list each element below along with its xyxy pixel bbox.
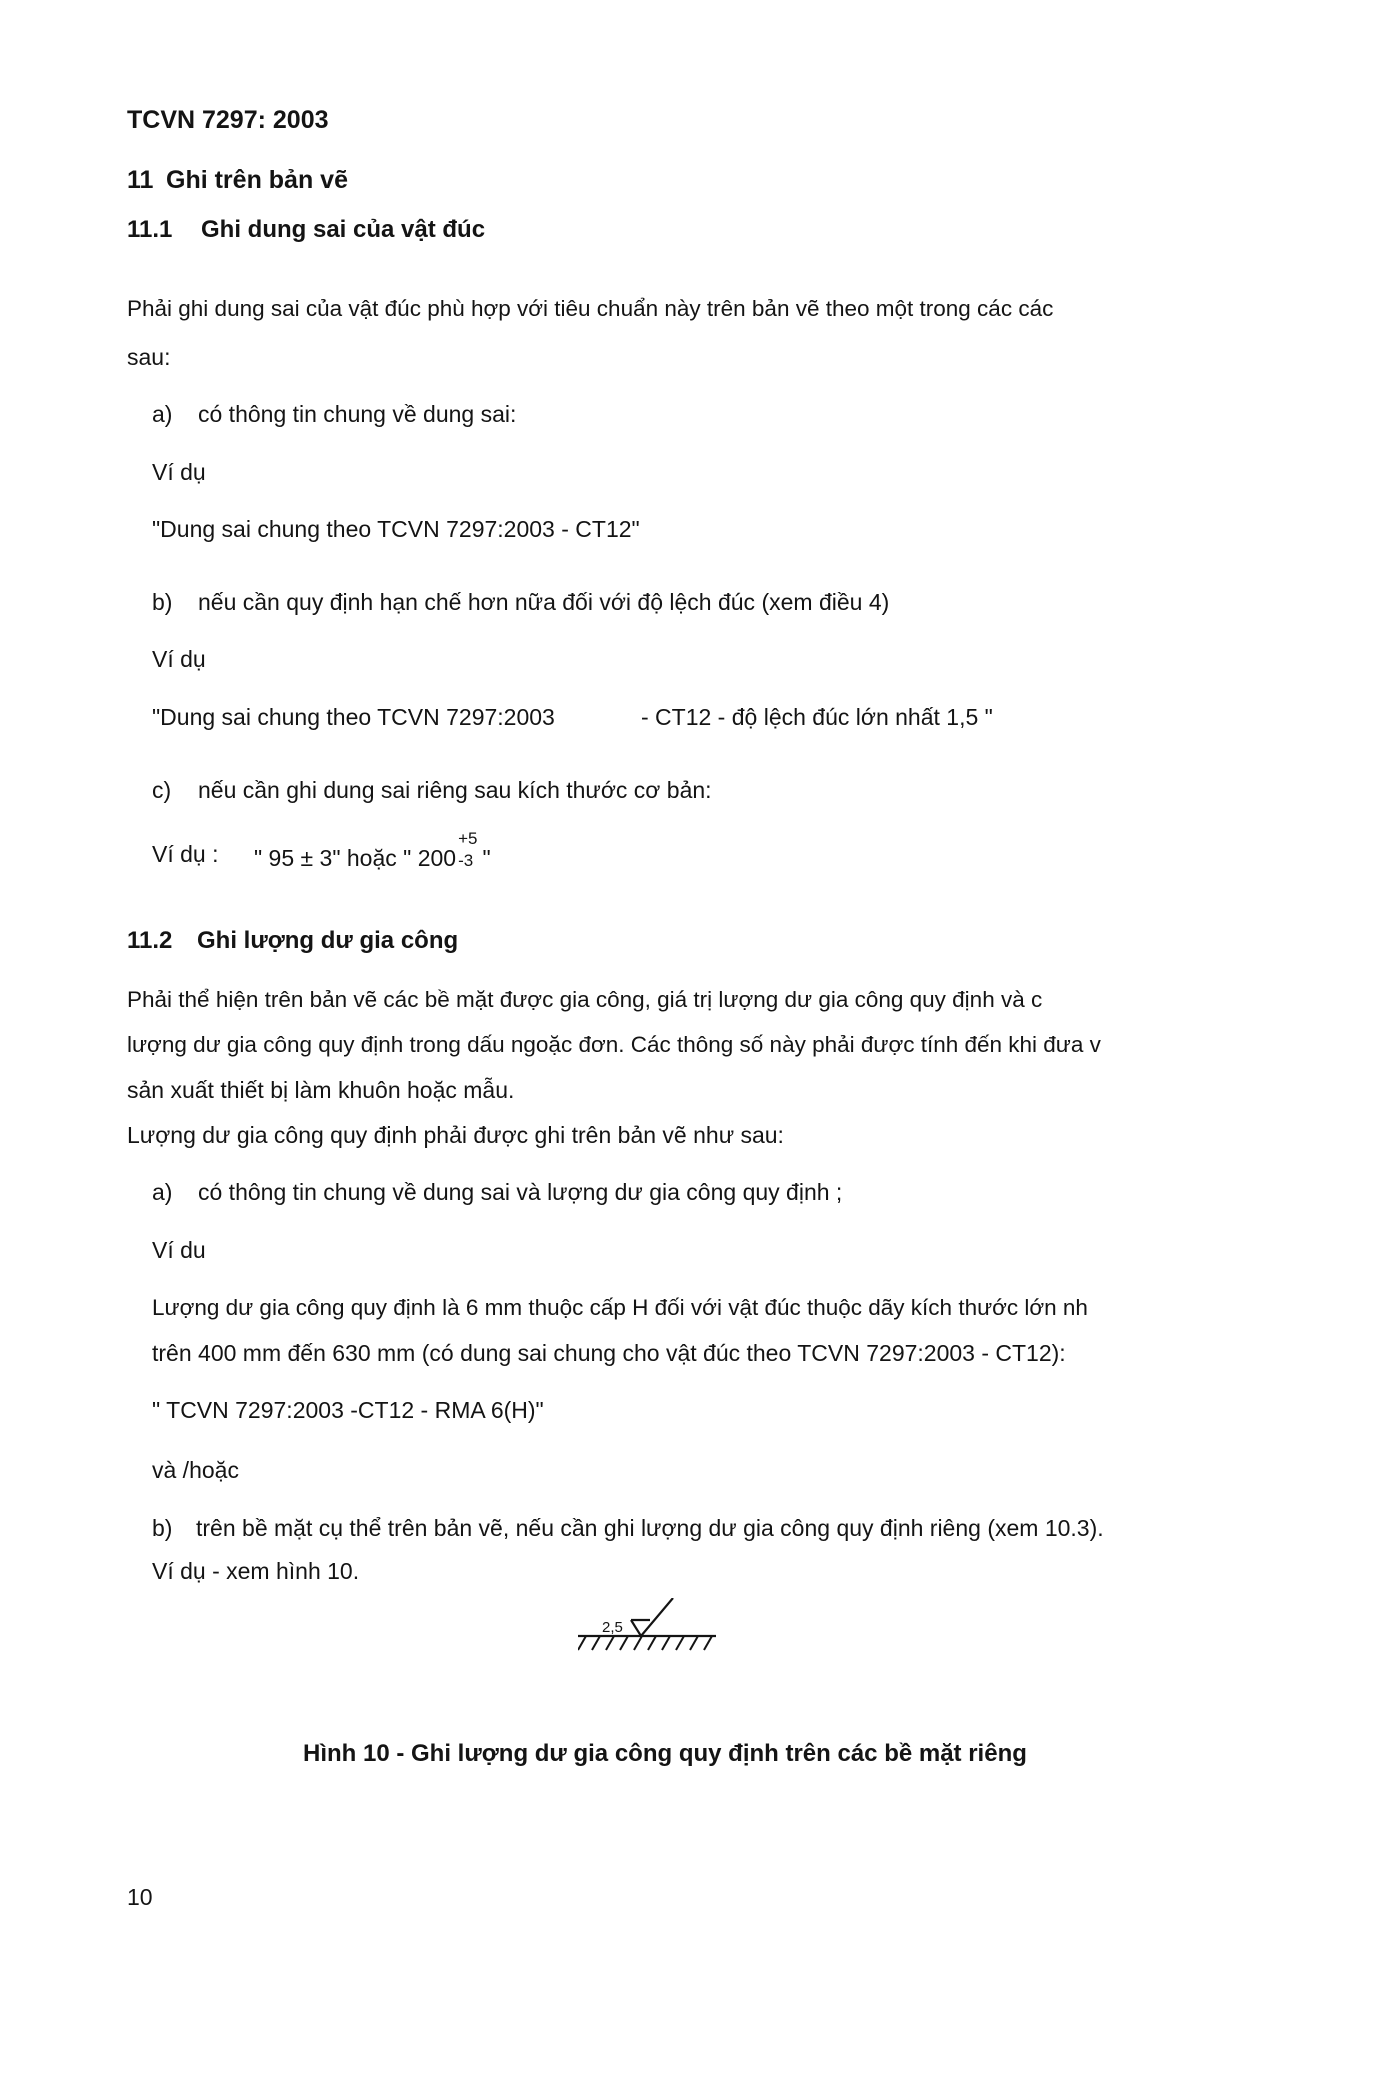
tolerance-lower: -3: [458, 851, 474, 870]
allowance-item-b-example: Ví dụ - xem hình 10.: [152, 1558, 360, 1584]
item-c-example-text: " 95 ± 3" hoặc " 200: [254, 845, 457, 871]
item-c-example-label: Ví dụ :: [152, 841, 219, 867]
item-c-example-close: ": [482, 845, 491, 871]
figure-10-caption: Hình 10 - Ghi lượng dư gia công quy định trên các bề mặt riêng: [303, 1740, 1027, 1767]
section-11-1-number: 11.1: [127, 216, 173, 243]
section-11-title: Ghi trên bản vẽ: [166, 166, 348, 194]
allowance-example-line-2: trên 400 mm đến 630 mm (có dung sai chung cho vật đúc theo TCVN 7297:2003 - CT12):: [152, 1340, 1066, 1366]
para2: Lượng dư gia công quy định phải được ghi trên bản vẽ như sau:: [127, 1122, 784, 1148]
intro-line-2: sau:: [127, 344, 171, 370]
item-c-example: [254, 829, 491, 871]
standard-header: TCVN 7297: 2003: [127, 106, 329, 134]
allowance-item-b-text: trên bề mặt cụ thể trên bản vẽ, nếu cần ghi lượng dư gia công quy định riêng (xem 10.3).: [196, 1515, 1104, 1541]
section-11-2-title: Ghi lượng dư gia công: [197, 927, 459, 954]
and-or-text: và /hoặc: [152, 1457, 239, 1483]
roughness-symbol: [631, 1598, 673, 1636]
page-number: 10: [127, 1884, 153, 1910]
item-b-example-part-1: "Dung sai chung theo TCVN 7297:2003: [152, 704, 555, 730]
para1-line-1: Phải thể hiện trên bản vẽ các bề mặt được gia công, giá trị lượng dư gia công quy định và c: [127, 987, 1043, 1012]
allowance-item-a-text: có thông tin chung về dung sai và lượng dư gia công quy định ;: [198, 1179, 843, 1205]
item-a-example-label: Ví dụ: [152, 459, 206, 485]
item-b-example-label: Ví dụ: [152, 646, 206, 672]
allowance-example-line-1: Lượng dư gia công quy định là 6 mm thuộc cấp H đối với vật đúc thuộc dãy kích thước lớn nh: [152, 1295, 1088, 1320]
item-b-label: b): [152, 589, 173, 615]
item-a-label: a): [152, 401, 173, 427]
allowance-item-a-label: a): [152, 1179, 173, 1205]
tolerance-stack: [456, 829, 478, 870]
item-b-example-part-2: - CT12 - độ lệch đúc lớn nhất 1,5 ": [641, 704, 993, 730]
item-a-text: có thông tin chung về dung sai:: [198, 401, 517, 427]
section-11-2-number: 11.2: [127, 927, 173, 954]
section-11-1-title: Ghi dung sai của vật đúc: [201, 216, 486, 243]
item-b-text: nếu cần quy định hạn chế hơn nữa đối với độ lệch đúc (xem điều 4): [198, 589, 890, 615]
allowance-example-label: Ví du: [152, 1237, 206, 1263]
allowance-example-line-3: " TCVN 7297:2003 -CT12 - RMA 6(H)": [152, 1397, 544, 1423]
item-c-text: nếu cần ghi dung sai riêng sau kích thước cơ bản:: [198, 777, 712, 803]
intro-line-1: Phải ghi dung sai của vật đúc phù hợp với tiêu chuẩn này trên bản vẽ theo một trong các các: [127, 296, 1054, 321]
section-11-number: 11: [127, 166, 154, 194]
item-c-label: c): [152, 777, 172, 803]
allowance-item-b-label: b): [152, 1515, 173, 1541]
para1-line-2: lượng dư gia công quy định trong dấu ngoặc đơn. Các thông số này phải được tính đến khi đưa v: [127, 1032, 1101, 1057]
surface-hatching: [578, 1636, 712, 1650]
item-a-example: "Dung sai chung theo TCVN 7297:2003 - CT12": [152, 516, 640, 542]
para1-line-3: sản xuất thiết bị làm khuôn hoặc mẫu.: [127, 1077, 515, 1103]
symbol-value: 2,5: [602, 1619, 623, 1636]
tolerance-upper: +5: [458, 829, 478, 848]
machining-allowance-symbol: [578, 1598, 728, 1680]
